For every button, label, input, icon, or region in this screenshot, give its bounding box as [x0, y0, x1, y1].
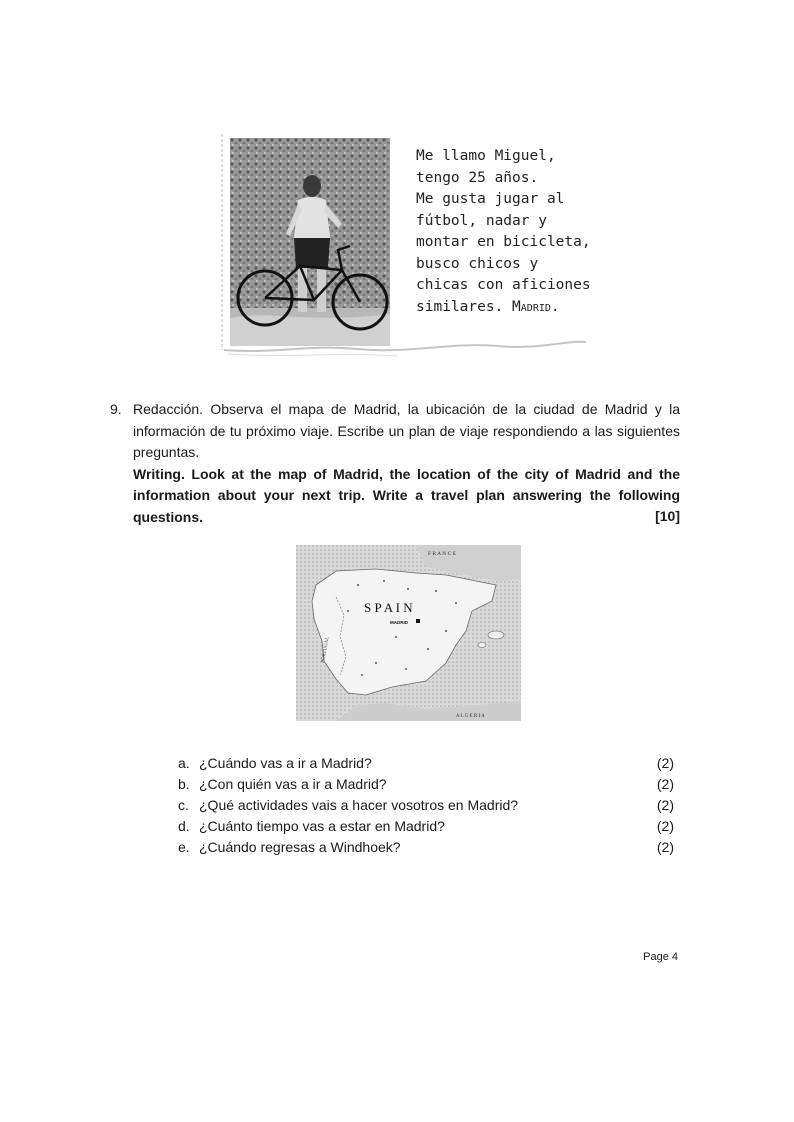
subquestion-points: (2)	[656, 839, 674, 855]
map-label-madrid: MADRID	[390, 620, 408, 625]
map-label-france: F R A N C E	[428, 551, 456, 557]
cyclist-photo	[230, 138, 390, 346]
ad-line: montar en bicicleta,	[416, 234, 591, 250]
subquestion-points: (2)	[656, 818, 674, 834]
subquestion-letter: b.	[178, 776, 190, 792]
ad-line: busco chicos y	[416, 255, 539, 272]
ad-line: similares.	[416, 298, 504, 315]
instructions-english: Writing. Look at the map of Madrid, the location of the city of Madrid and the information about your next trip. Write a travel plan answering the following questions.	[133, 465, 680, 525]
subquestion-text: ¿Con quién vas a ir a Madrid?	[199, 776, 387, 792]
ad-line: chicas con aficiones	[416, 277, 591, 293]
subquestion-text: ¿Cuándo regresas a Windhoek?	[199, 839, 401, 855]
subquestion-text: ¿Cuándo vas a ir a Madrid?	[199, 755, 372, 771]
ad-text	[416, 146, 596, 318]
subquestion-text: ¿Qué actividades vais a hacer vosotros en Madrid?	[199, 797, 519, 813]
subquestion-letter: c.	[178, 797, 189, 813]
page-number: Page 4	[643, 951, 678, 963]
subquestion-a	[178, 753, 678, 774]
subquestion-points: (2)	[656, 776, 674, 792]
ad-line: Me llamo Miguel,	[416, 148, 556, 164]
instructions-spanish: Redacción. Observa el mapa de Madrid, la ubicación de la ciudad de Madrid y la información de tu próximo viaje. Escribe un plan de viaje respondiendo a las siguientes preguntas.	[133, 401, 680, 460]
ad-line: Me gusta jugar al	[416, 191, 565, 207]
question-number: 9.	[110, 401, 122, 417]
map-label-spain: S P A I N	[364, 600, 413, 615]
subquestion-e	[178, 837, 678, 858]
subquestion-b	[178, 774, 678, 795]
subquestion-letter: e.	[178, 839, 190, 855]
subquestion-points: (2)	[656, 755, 674, 771]
subquestion-points: (2)	[656, 797, 674, 813]
map-label-algeria: A L G E R I A	[456, 714, 485, 719]
question-instructions	[133, 399, 680, 528]
subquestion-letter: a.	[178, 755, 190, 771]
question-marks: [10]	[655, 508, 680, 524]
subquestion-text: ¿Cuánto tiempo vas a estar en Madrid?	[199, 818, 445, 834]
subquestion-c	[178, 795, 678, 816]
ad-line-last	[416, 297, 596, 319]
ad-city-tag: Madrid.	[512, 298, 560, 315]
subquestion-letter: d.	[178, 818, 190, 834]
map-label-portugal: PORTUGAL	[321, 636, 331, 664]
subquestion-d	[178, 816, 678, 837]
spain-map	[296, 545, 521, 721]
ad-line: fútbol, nadar y	[416, 212, 547, 229]
ad-line: tengo 25 años.	[416, 169, 539, 186]
